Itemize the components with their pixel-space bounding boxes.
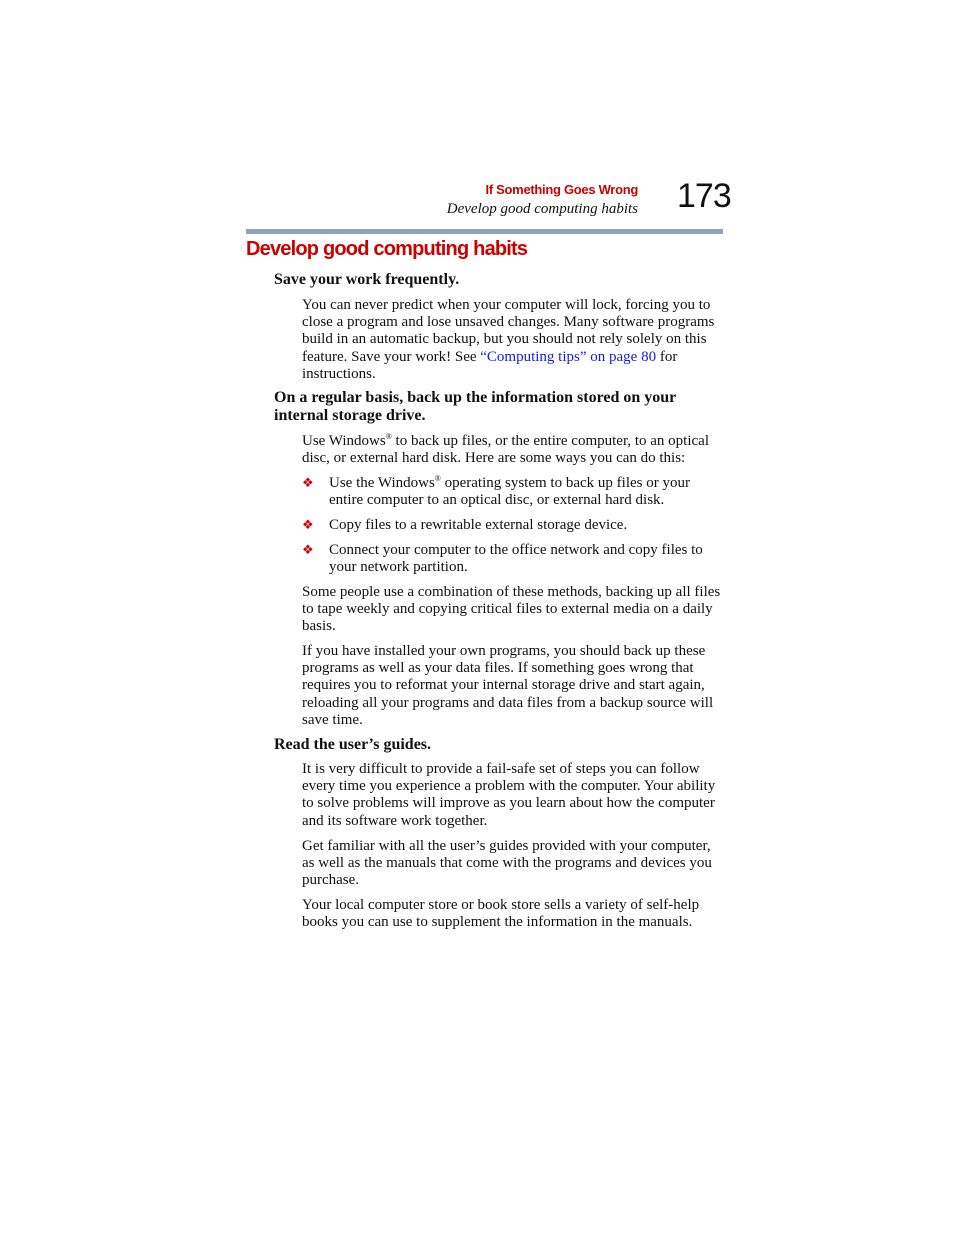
page-number: 173 [677,177,731,215]
backup-intro-b: to back up files, or the entire computer, to an optical disc, or external hard disk. Here are some ways you can do this: [302,433,709,467]
bullet-text: Copy files to a rewritable external storage device. [329,517,628,533]
registered-mark: ® [434,474,441,483]
bullet-item [302,542,726,576]
guides-paragraph: It is very difficult to provide a fail-safe set of steps you can follow every time you experience a problem with the computer. Your ability to solve problems will improve as you learn about how the computer and its software work together. [302,761,716,829]
guides-paragraph: Get familiar with all the user’s guides provided with your computer, as well as the manuals that come with the programs and devices you purchase. [302,838,712,889]
bullet-text [329,475,726,509]
bullet1-b: operating system to back up files or your entire computer to an optical disc, or external hard disk. [329,475,690,509]
save-text-before: You can never predict when your computer will lock, forcing you to close a program and lose unsaved changes. Many software programs build in an automatic backup, but you should not rely solely on this feature. Save your work! See [302,297,715,365]
diamond-bullet-icon: ❖ [302,476,314,491]
backup-heading: On a regular basis, back up the information stored on your internal storage drive. [274,389,676,424]
header-rule [246,229,723,234]
bullet1-a: Use the Windows [329,475,435,491]
diamond-bullet-icon: ❖ [302,543,314,558]
backup-paragraph: Some people use a combination of these methods, backing up all files to tape weekly and copying critical files to external media on a daily basis. [302,584,721,635]
save-heading: Save your work frequently. [274,271,460,288]
diamond-bullet-icon: ❖ [302,518,314,533]
running-header-chapter: If Something Goes Wrong [485,182,638,197]
running-header-section: Develop good computing habits [446,201,638,217]
guides-paragraph: Your local computer store or book store sells a variety of self-help books you can use to supplement the information in the manuals. [302,897,700,931]
guides-heading: Read the user’s guides. [274,736,432,753]
bullet-item [302,517,726,534]
backup-intro [302,433,726,467]
save-text-after: for instructions. [302,348,678,382]
bullet-text: Connect your computer to the office network and copy files to your network partition. [329,542,703,576]
registered-mark: ® [385,432,392,441]
computing-tips-link[interactable]: “Computing tips” on page 80 [480,348,657,365]
save-paragraph [302,297,726,383]
backup-paragraph: If you have installed your own programs, you should back up these programs as well as your data files. If something goes wrong that requires you to reformat your internal storage drive and start again, reloading all your programs and data files from a backup source will save time. [302,643,714,728]
backup-intro-a: Use Windows [302,433,386,449]
bullet-item [302,475,726,509]
section-title: Develop good computing habits [246,238,528,260]
